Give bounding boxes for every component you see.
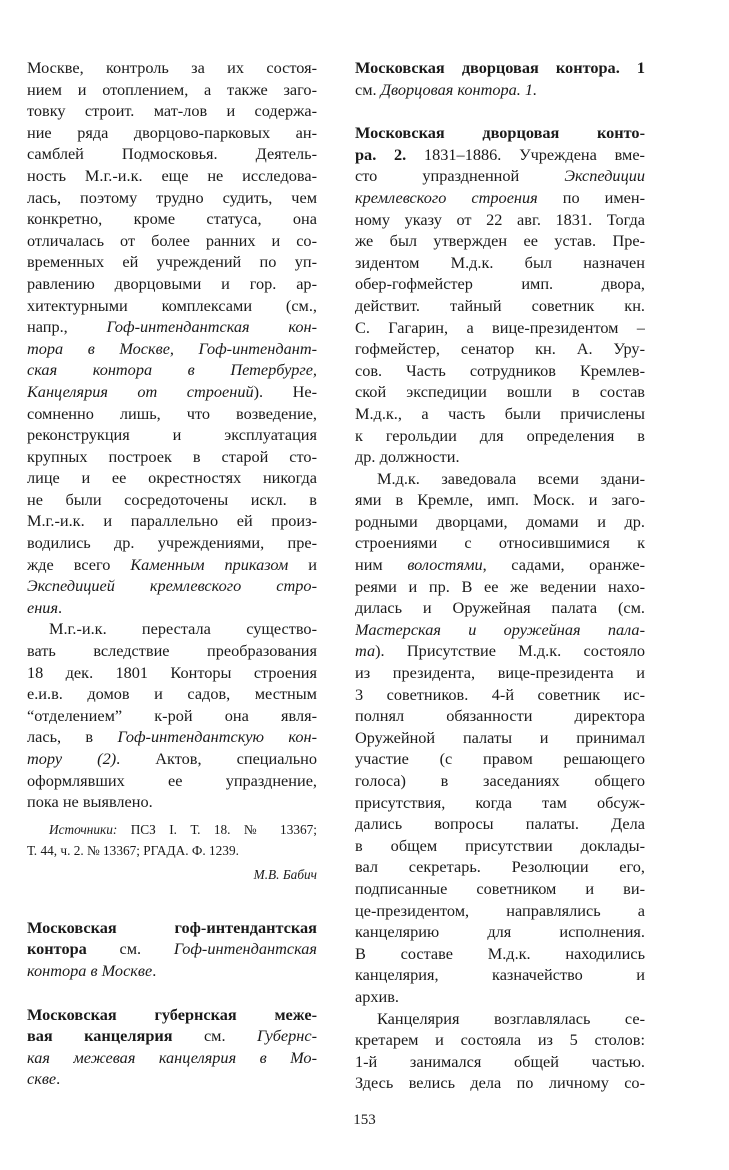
text-run: . xyxy=(58,597,63,617)
text-line xyxy=(355,597,645,619)
text-line xyxy=(355,252,645,274)
text-line xyxy=(355,187,645,209)
text-line xyxy=(27,316,317,338)
text-run: ПСЗ I. Т. 18. № 13367; xyxy=(117,821,317,837)
text-line xyxy=(27,770,317,792)
text-run: дилась и Оружейная палата (см. xyxy=(355,598,645,618)
text-line xyxy=(27,510,317,532)
text-run: С. Гагарин, а вице-президентом – xyxy=(355,317,645,337)
text-run: из президента, вице-президента и xyxy=(355,663,645,683)
text-run: нием и отоплением, а также заго- xyxy=(27,79,317,99)
text-line xyxy=(355,662,645,684)
bold-run: Московская дворцовая контора. 1 xyxy=(355,58,645,77)
text-line xyxy=(27,359,317,381)
page-number: 153 xyxy=(353,1112,376,1128)
text-line xyxy=(27,1047,317,1069)
text-line xyxy=(355,273,645,295)
text-line xyxy=(27,208,317,230)
italic-run: Гоф-интендантская кон- xyxy=(106,317,317,337)
sources-note xyxy=(27,819,317,885)
bold-run: контора xyxy=(27,939,87,959)
text-run: лась, поэтому трудно судить, чем xyxy=(27,187,317,207)
text-line xyxy=(355,511,645,533)
italic-run: кремлевского строения xyxy=(355,187,538,207)
text-run: участие (с правом решающего xyxy=(355,749,645,769)
left-column xyxy=(27,57,317,1090)
text-line xyxy=(355,792,645,814)
text-line xyxy=(27,938,317,960)
text-run: ние ряда дворцово-парковых ан- xyxy=(27,122,317,142)
text-line xyxy=(27,187,317,209)
text-line xyxy=(27,446,317,468)
text-run: 1-й занимался общей частью. xyxy=(355,1051,645,1071)
text-line xyxy=(355,964,645,986)
entry-dvortsovaya-1 xyxy=(355,57,645,100)
text-run: 3 советников. 4-й советник ис- xyxy=(355,684,645,704)
text-line xyxy=(27,618,317,640)
text-line xyxy=(355,144,645,166)
text-line xyxy=(355,727,645,749)
text-run: дались вопросы палаты. Дела xyxy=(355,814,645,834)
italic-run: Губернс- xyxy=(256,1026,317,1046)
text-run: полнял обязанности директора xyxy=(355,706,645,726)
bold-run: Московская губернская меже- xyxy=(27,1004,317,1024)
text-run: напр., xyxy=(27,317,107,337)
article-continuation xyxy=(27,57,317,813)
text-run: , садами, оранже- xyxy=(482,555,645,575)
text-line xyxy=(27,338,317,360)
text-line xyxy=(355,338,645,360)
text-line xyxy=(355,986,645,1008)
italic-run: Источники: xyxy=(49,821,118,837)
text-run: ями в Кремле, имп. Моск. и заго- xyxy=(355,490,645,510)
author-signature xyxy=(27,864,317,885)
text-run: 18 дек. 1801 Конторы строения xyxy=(27,662,317,682)
italic-run: Канцелярия от строений xyxy=(27,381,254,401)
text-run: временных ей учреждений по уп- xyxy=(27,252,317,272)
italic-run: Гоф-интендантская xyxy=(173,939,317,959)
italic-run: Гоф-интендантскую кон- xyxy=(117,727,317,747)
text-line xyxy=(27,597,317,619)
text-run: вал секретарь. Резолюции его, xyxy=(355,857,645,877)
text-run: самблей Подмосковья. Деятель- xyxy=(27,144,317,164)
text-line xyxy=(27,251,317,273)
italic-run: кая межевая канцелярия в Мо- xyxy=(27,1047,317,1067)
italic-run: Мастерская и оружейная пала- xyxy=(355,619,645,639)
text-run: ному указу от 22 авг. 1831. Тогда xyxy=(355,209,645,229)
text-line xyxy=(355,446,645,468)
text-line xyxy=(27,554,317,576)
text-line xyxy=(27,683,317,705)
text-line xyxy=(355,900,645,922)
text-run: 1831–1886. Учреждена вме- xyxy=(406,144,645,164)
italic-run: Дворцовая контора. 1. xyxy=(380,79,538,99)
text-line xyxy=(27,57,317,79)
italic-run: тору (2) xyxy=(27,749,117,768)
text-run: конкретно, кроме статуса, она xyxy=(27,209,317,229)
text-run: хитектурными комплексами (см., xyxy=(27,295,317,315)
italic-run: скве xyxy=(27,1069,57,1089)
text-line xyxy=(27,1068,317,1090)
text-line xyxy=(27,960,317,982)
entry-mezhevaya xyxy=(27,1004,317,1090)
bold-run: Московская дворцовая конто- xyxy=(355,123,645,143)
text-run: канцелярию для исполнения. xyxy=(355,922,645,942)
text-line xyxy=(27,467,317,489)
text-run: к герольдии для определения в xyxy=(355,425,645,445)
text-run: ним xyxy=(355,555,408,575)
text-line xyxy=(27,705,317,727)
text-line xyxy=(27,917,317,939)
text-line xyxy=(355,489,645,511)
text-run: Т. 44, ч. 2. № 13367; РГАДА. Ф. 1239. xyxy=(27,842,239,858)
text-line xyxy=(355,684,645,706)
right-column xyxy=(355,57,645,1094)
italic-run: тора в Москве, Гоф-интендант- xyxy=(27,338,317,358)
text-line xyxy=(27,791,317,813)
text-line xyxy=(355,554,645,576)
text-line xyxy=(27,100,317,122)
text-run: голоса) в заседаниях общего xyxy=(355,771,645,790)
italic-run: та xyxy=(355,641,376,661)
text-run: реконструкция и эксплуатация xyxy=(27,425,317,445)
text-line xyxy=(27,165,317,187)
text-run: реями и пр. В ее же ведении нахо- xyxy=(355,576,645,596)
bold-run: Московская гоф-интендантская xyxy=(27,917,317,937)
text-run: архив. xyxy=(355,986,399,1006)
text-line xyxy=(355,813,645,835)
text-line xyxy=(355,122,645,144)
text-run: оформлявших ее упразднение, xyxy=(27,770,317,790)
text-run: М.д.к. заведовала всеми здани- xyxy=(377,468,645,488)
text-run: В составе М.д.к. находились xyxy=(355,943,645,963)
text-line xyxy=(355,425,645,447)
text-line xyxy=(355,1029,645,1051)
text-line xyxy=(355,705,645,727)
text-run: и xyxy=(288,554,317,574)
text-run: действит. тайный советник кн. xyxy=(355,295,645,315)
text-run: товку строит. мат-лов и содержа- xyxy=(27,101,317,121)
text-line xyxy=(355,856,645,878)
italic-run: М.В. Бабич xyxy=(253,866,317,882)
text-line xyxy=(27,381,317,403)
text-line xyxy=(27,122,317,144)
text-line xyxy=(355,835,645,857)
text-run: Оружейной палаты и принимал xyxy=(355,727,645,747)
italic-run: волостями xyxy=(407,555,483,575)
text-run: родными дворцами, домами и др. xyxy=(355,511,645,531)
text-line xyxy=(355,381,645,403)
italic-run: Экспедицией кремлевского стро- xyxy=(27,576,317,596)
text-run: равлению дворцовыми и гор. ар- xyxy=(27,273,317,293)
text-line xyxy=(27,273,317,295)
text-line xyxy=(355,1051,645,1073)
text-run: же был утвержден ее устав. Пре- xyxy=(355,231,645,251)
text-line xyxy=(355,748,645,770)
text-line xyxy=(355,1008,645,1030)
text-line xyxy=(355,943,645,965)
text-run: др. должности. xyxy=(355,447,460,467)
text-run: зидентом М.д.к. был назначен xyxy=(355,252,645,272)
text-line xyxy=(355,878,645,900)
text-line xyxy=(355,360,645,382)
text-run: М.г.-и.к. перестала существо- xyxy=(49,619,317,639)
text-run: вать вследствие преобразования xyxy=(27,641,317,661)
text-line xyxy=(27,489,317,511)
text-run: крупных построек в старой сто- xyxy=(27,446,317,466)
text-line xyxy=(27,532,317,554)
text-line xyxy=(355,403,645,425)
text-line xyxy=(27,575,317,597)
bold-run: ра. 2. xyxy=(355,144,407,164)
text-line xyxy=(27,840,317,861)
text-run: обер-гофмейстер имп. двора, xyxy=(355,274,645,294)
text-line xyxy=(27,230,317,252)
text-line xyxy=(27,640,317,662)
text-line xyxy=(27,1004,317,1026)
text-run: см. xyxy=(355,79,381,99)
text-line xyxy=(355,57,645,79)
text-run: канцелярия, казначейство и xyxy=(355,965,645,985)
text-run: сомненно лишь, что возведение, xyxy=(27,403,317,423)
text-run: отличалась от более ранних и со- xyxy=(27,230,317,250)
text-line xyxy=(355,468,645,490)
text-line xyxy=(355,209,645,231)
text-run: Канцелярия возглавлялась се- xyxy=(377,1008,645,1028)
text-run: ). Не- xyxy=(253,381,317,401)
entry-gof-intendant xyxy=(27,917,317,982)
text-line xyxy=(27,143,317,165)
text-run: присутствия, когда там обсуж- xyxy=(355,792,645,812)
italic-run: Каменным приказом xyxy=(130,554,289,574)
text-run: Москве, контроль за их состоя- xyxy=(27,58,317,77)
text-line xyxy=(27,424,317,446)
text-run: . xyxy=(152,960,157,980)
text-line xyxy=(27,1025,317,1047)
entry-dvortsovaya-2 xyxy=(355,122,645,1094)
text-run: по имен- xyxy=(537,187,645,207)
text-line xyxy=(355,921,645,943)
text-run: водились др. учреждениями, пре- xyxy=(27,533,317,553)
text-line xyxy=(355,317,645,339)
text-run: ). Присутствие М.д.к. состояло xyxy=(375,641,645,661)
text-run: М.г.-и.к. и параллельно ей произ- xyxy=(27,511,317,531)
text-line xyxy=(355,576,645,598)
text-line xyxy=(355,295,645,317)
text-run: подписанные советником и ви- xyxy=(355,878,645,898)
text-run: в общем присутствии доклады- xyxy=(355,835,645,855)
text-run: кретарем и состояла из 5 столов: xyxy=(355,1030,645,1050)
italic-run: контора в Москве xyxy=(27,960,153,980)
text-line xyxy=(27,79,317,101)
text-line xyxy=(355,619,645,641)
text-run: М.д.к., а часть были причислены xyxy=(355,403,645,423)
text-run: не были сосредоточены искл. в xyxy=(27,489,317,509)
text-run: Здесь велись дела по личному со- xyxy=(355,1073,645,1093)
text-line xyxy=(355,230,645,252)
text-line xyxy=(27,662,317,684)
text-line xyxy=(355,532,645,554)
text-line xyxy=(27,403,317,425)
text-run: жде всего xyxy=(27,554,131,574)
text-run: ской экспедиции вошли в состав xyxy=(355,382,645,402)
text-run: лице и ее окрестностях никогда xyxy=(27,468,317,488)
text-run: см. xyxy=(172,1026,257,1046)
text-line xyxy=(355,79,645,101)
text-run: . Актов, специально xyxy=(116,749,317,768)
text-run: строениями с относившимися к xyxy=(355,533,645,553)
italic-run: Экспедиции xyxy=(564,166,645,186)
italic-run: ская контора в Петербурге, xyxy=(27,360,317,380)
text-line xyxy=(355,1072,645,1094)
bold-run: вая канцелярия xyxy=(27,1026,173,1046)
text-line xyxy=(27,295,317,317)
text-run: “отделением” к-рой она явля- xyxy=(27,705,317,725)
text-line xyxy=(27,819,317,840)
text-run: . xyxy=(56,1069,61,1089)
text-run: сто упраздненной xyxy=(355,166,565,186)
text-line xyxy=(355,640,645,662)
italic-run: ения xyxy=(27,597,59,617)
text-run: лась, в xyxy=(27,727,118,747)
text-line xyxy=(27,726,317,748)
text-line xyxy=(355,770,645,792)
text-run: пока не выявлено. xyxy=(27,792,153,812)
text-run: це-президентом, направлялись а xyxy=(355,900,645,920)
text-run: см. xyxy=(86,939,174,959)
text-line xyxy=(355,165,645,187)
text-run: гофмейстер, сенатор кн. А. Уру- xyxy=(355,339,645,359)
text-line xyxy=(27,748,317,770)
text-run: сов. Часть сотрудников Кремлев- xyxy=(355,360,645,380)
text-run: ность М.г.-и.к. еще не исследова- xyxy=(27,165,317,185)
text-run: е.и.в. домов и садов, местным xyxy=(27,684,317,704)
